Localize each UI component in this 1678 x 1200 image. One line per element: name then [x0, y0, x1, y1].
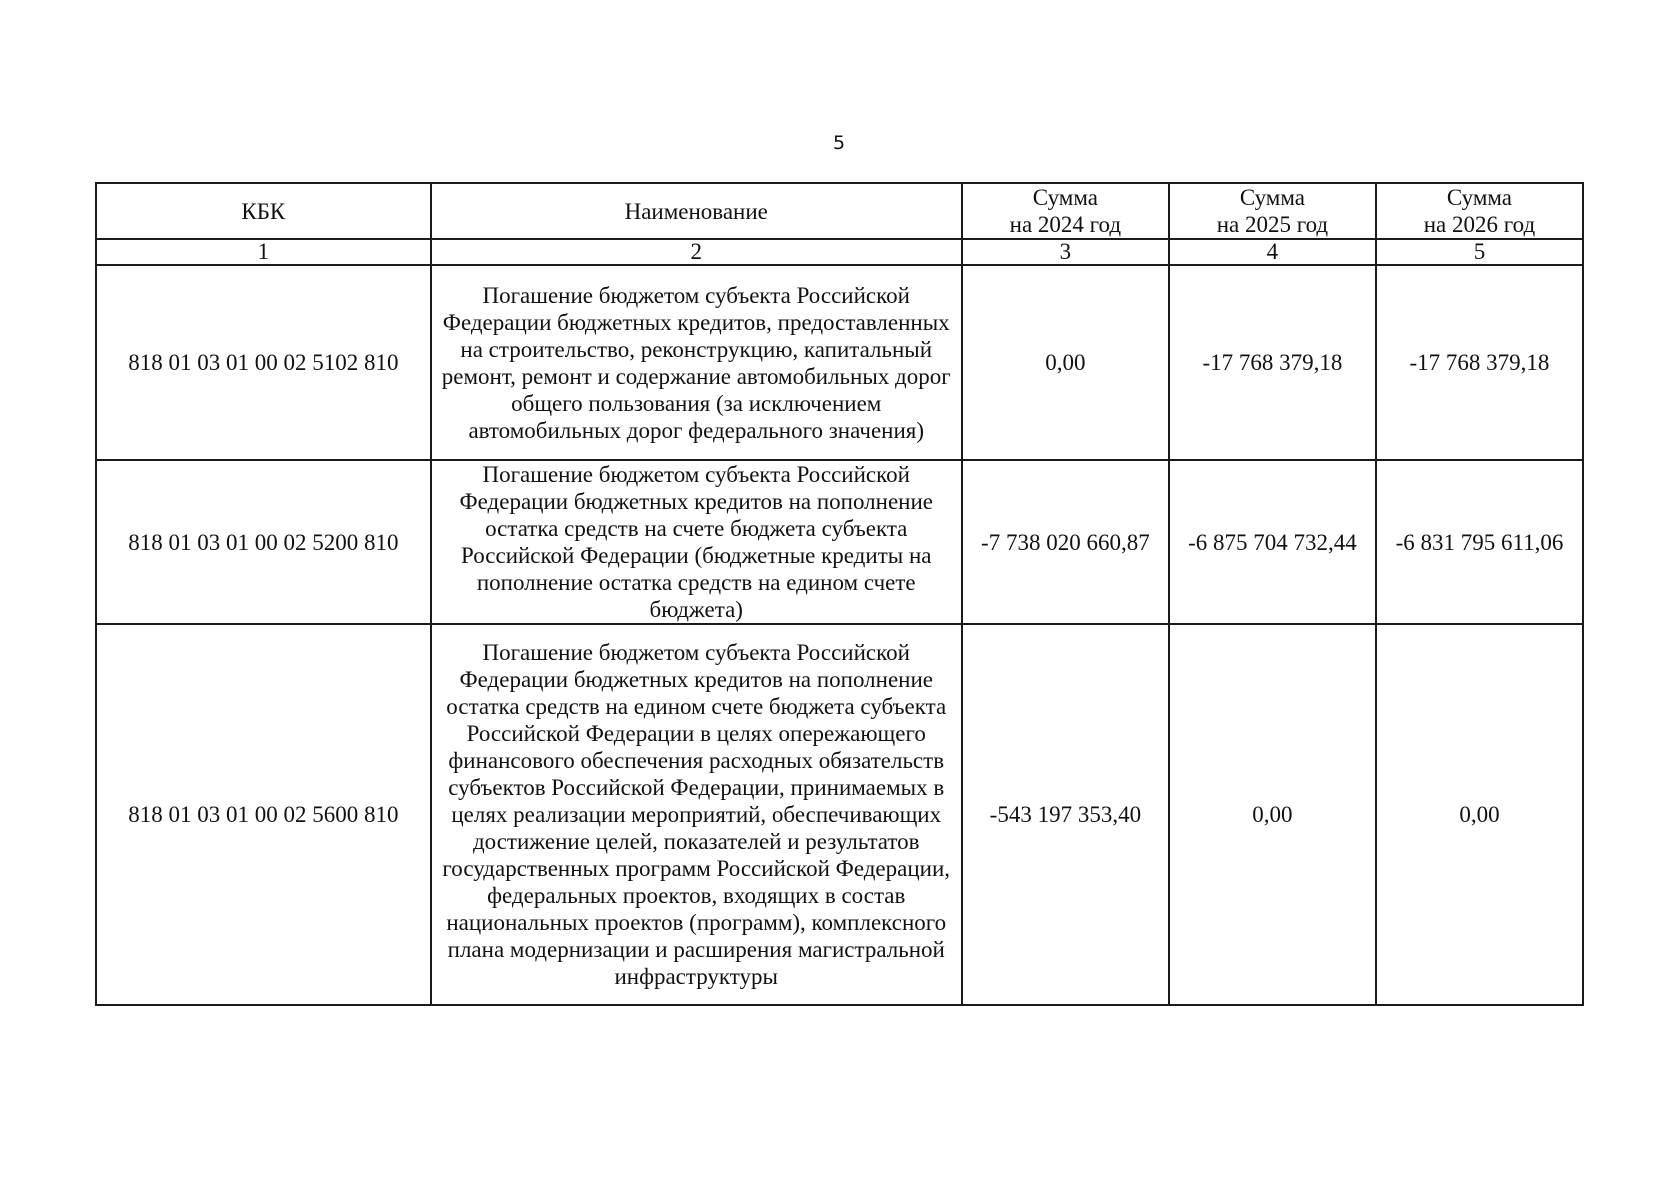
header-sum-2025-line2: на 2025 год [1216, 212, 1329, 237]
sum-2025-cell: -17 768 379,18 [1169, 265, 1376, 460]
page-number: 5 [832, 132, 846, 154]
header-name: Наименование [431, 183, 962, 239]
header-sum-2025-line1: Сумма [1239, 185, 1305, 210]
kbk-cell: 818 01 03 01 00 02 5102 810 [96, 265, 431, 460]
table-row [96, 460, 1583, 624]
table-header-row [96, 183, 1583, 239]
column-number: 4 [1169, 239, 1376, 265]
table-row [96, 624, 1583, 1005]
sum-2024-cell: -543 197 353,40 [962, 624, 1169, 1005]
header-sum-2026 [1376, 183, 1583, 239]
sum-2026-cell: -6 831 795 611,06 [1376, 460, 1583, 624]
column-number: 1 [96, 239, 431, 265]
header-sum-2024-line1: Сумма [1032, 185, 1098, 210]
header-sum-2024-line2: на 2024 год [1009, 212, 1122, 237]
column-number: 2 [431, 239, 962, 265]
name-cell: Погашение бюджетом субъекта Российской Федерации бюджетных кредитов на пополнение остатка средств на едином счете бюджета субъекта Российской Федерации в целях опережающего финансового обеспечения расходных обязательств субъектов Российской Федерации, принимаемых в целях реализации мероприятий, обеспечивающих достижение целей, показателей и результатов государственных программ Российской Федерации, федеральных проектов, входящих в состав национальных проектов (программ), комплексного плана модернизации и расширения магистральной инфраструктуры [431, 624, 962, 1005]
header-sum-2026-line1: Сумма [1446, 185, 1513, 210]
kbk-cell: 818 01 03 01 00 02 5600 810 [96, 624, 431, 1005]
sum-2026-cell: -17 768 379,18 [1376, 265, 1583, 460]
sum-2026-cell: 0,00 [1376, 624, 1583, 1005]
kbk-cell: 818 01 03 01 00 02 5200 810 [96, 460, 431, 624]
header-sum-2024 [962, 183, 1169, 239]
header-kbk: КБК [96, 183, 431, 239]
column-number: 5 [1376, 239, 1583, 265]
name-cell: Погашение бюджетом субъекта Российской Федерации бюджетных кредитов на пополнение остатка средств на счете бюджета субъекта Российской Федерации (бюджетные кредиты на пополнение остатка средств на едином счете бюджета) [431, 460, 962, 624]
header-sum-2025 [1169, 183, 1376, 239]
sum-2024-cell: 0,00 [962, 265, 1169, 460]
sum-2025-cell: -6 875 704 732,44 [1169, 460, 1376, 624]
sum-2024-cell: -7 738 020 660,87 [962, 460, 1169, 624]
header-sum-2026-line2: на 2026 год [1423, 212, 1536, 237]
column-number-row [96, 239, 1583, 265]
budget-table [95, 182, 1584, 1006]
name-cell: Погашение бюджетом субъекта Российской Федерации бюджетных кредитов, предоставленных на строительство, реконструкцию, капитальный ремонт, ремонт и содержание автомобильных дорог общего пользования (за исключением автомобильных дорог федерального значения) [431, 265, 962, 460]
sum-2025-cell: 0,00 [1169, 624, 1376, 1005]
table-row [96, 265, 1583, 460]
column-number: 3 [962, 239, 1169, 265]
